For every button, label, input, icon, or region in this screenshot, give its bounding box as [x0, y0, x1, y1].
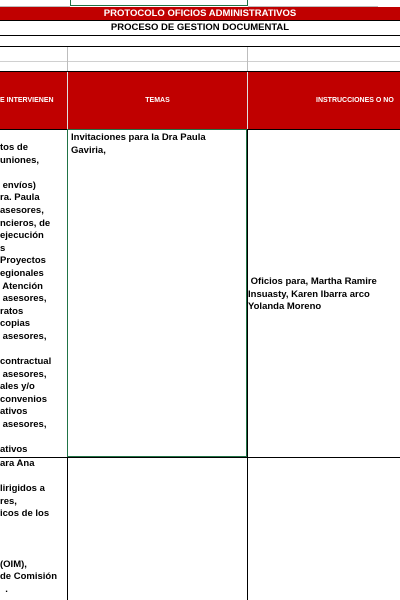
header-divider	[67, 72, 68, 129]
protocol-title: PROTOCOLO OFICIOS ADMINISTRATIVOS	[0, 7, 400, 20]
gridline	[0, 61, 400, 62]
row2-instrucciones-cell[interactable]	[248, 458, 400, 600]
gridline	[0, 20, 400, 21]
process-subtitle: PROCESO DE GESTION DOCUMENTAL	[0, 21, 400, 35]
gridline	[67, 47, 68, 71]
row1-temas-cell-selected[interactable]	[67, 129, 247, 457]
row2-intervienen-text: ara Ana lirigidos a res, icos de los (OIM), de Comisión .	[0, 458, 58, 595]
header-intervienen[interactable]: E INTERVIENEN	[0, 72, 67, 129]
row2-intervienen-cell[interactable]	[0, 458, 67, 600]
top-cell-fragment-left	[0, 0, 70, 7]
row1-intervienen-text: tos de uniones, envíos) ra. Paula asesores, ncieros, de ejecución s Proyectos egionales Atención asesores, ratos copias asesores, contractual asesores, ales y/o convenios ativos asesores, ativos	[0, 142, 52, 456]
gridline	[0, 46, 400, 47]
header-instrucciones[interactable]: INSTRUCCIONES O NO	[248, 72, 400, 129]
gridline	[0, 35, 400, 36]
header-divider	[247, 72, 248, 129]
row1-temas-text: Invitaciones para la Dra Paula Gaviria,	[71, 132, 206, 156]
row1-instrucciones-text: Oficios para, Martha Ramire Insuasty, Karen Ibarra arco Yolanda Moreno	[248, 276, 377, 313]
top-cell-fragment-right	[248, 0, 378, 7]
top-cell-fragment-selected[interactable]	[70, 0, 248, 6]
row2-temas-cell[interactable]	[68, 458, 247, 600]
row1-intervienen-cell[interactable]	[0, 130, 67, 457]
row1-instrucciones-cell[interactable]	[248, 130, 400, 457]
gridline	[247, 47, 248, 71]
header-temas[interactable]: TEMAS	[68, 72, 247, 129]
